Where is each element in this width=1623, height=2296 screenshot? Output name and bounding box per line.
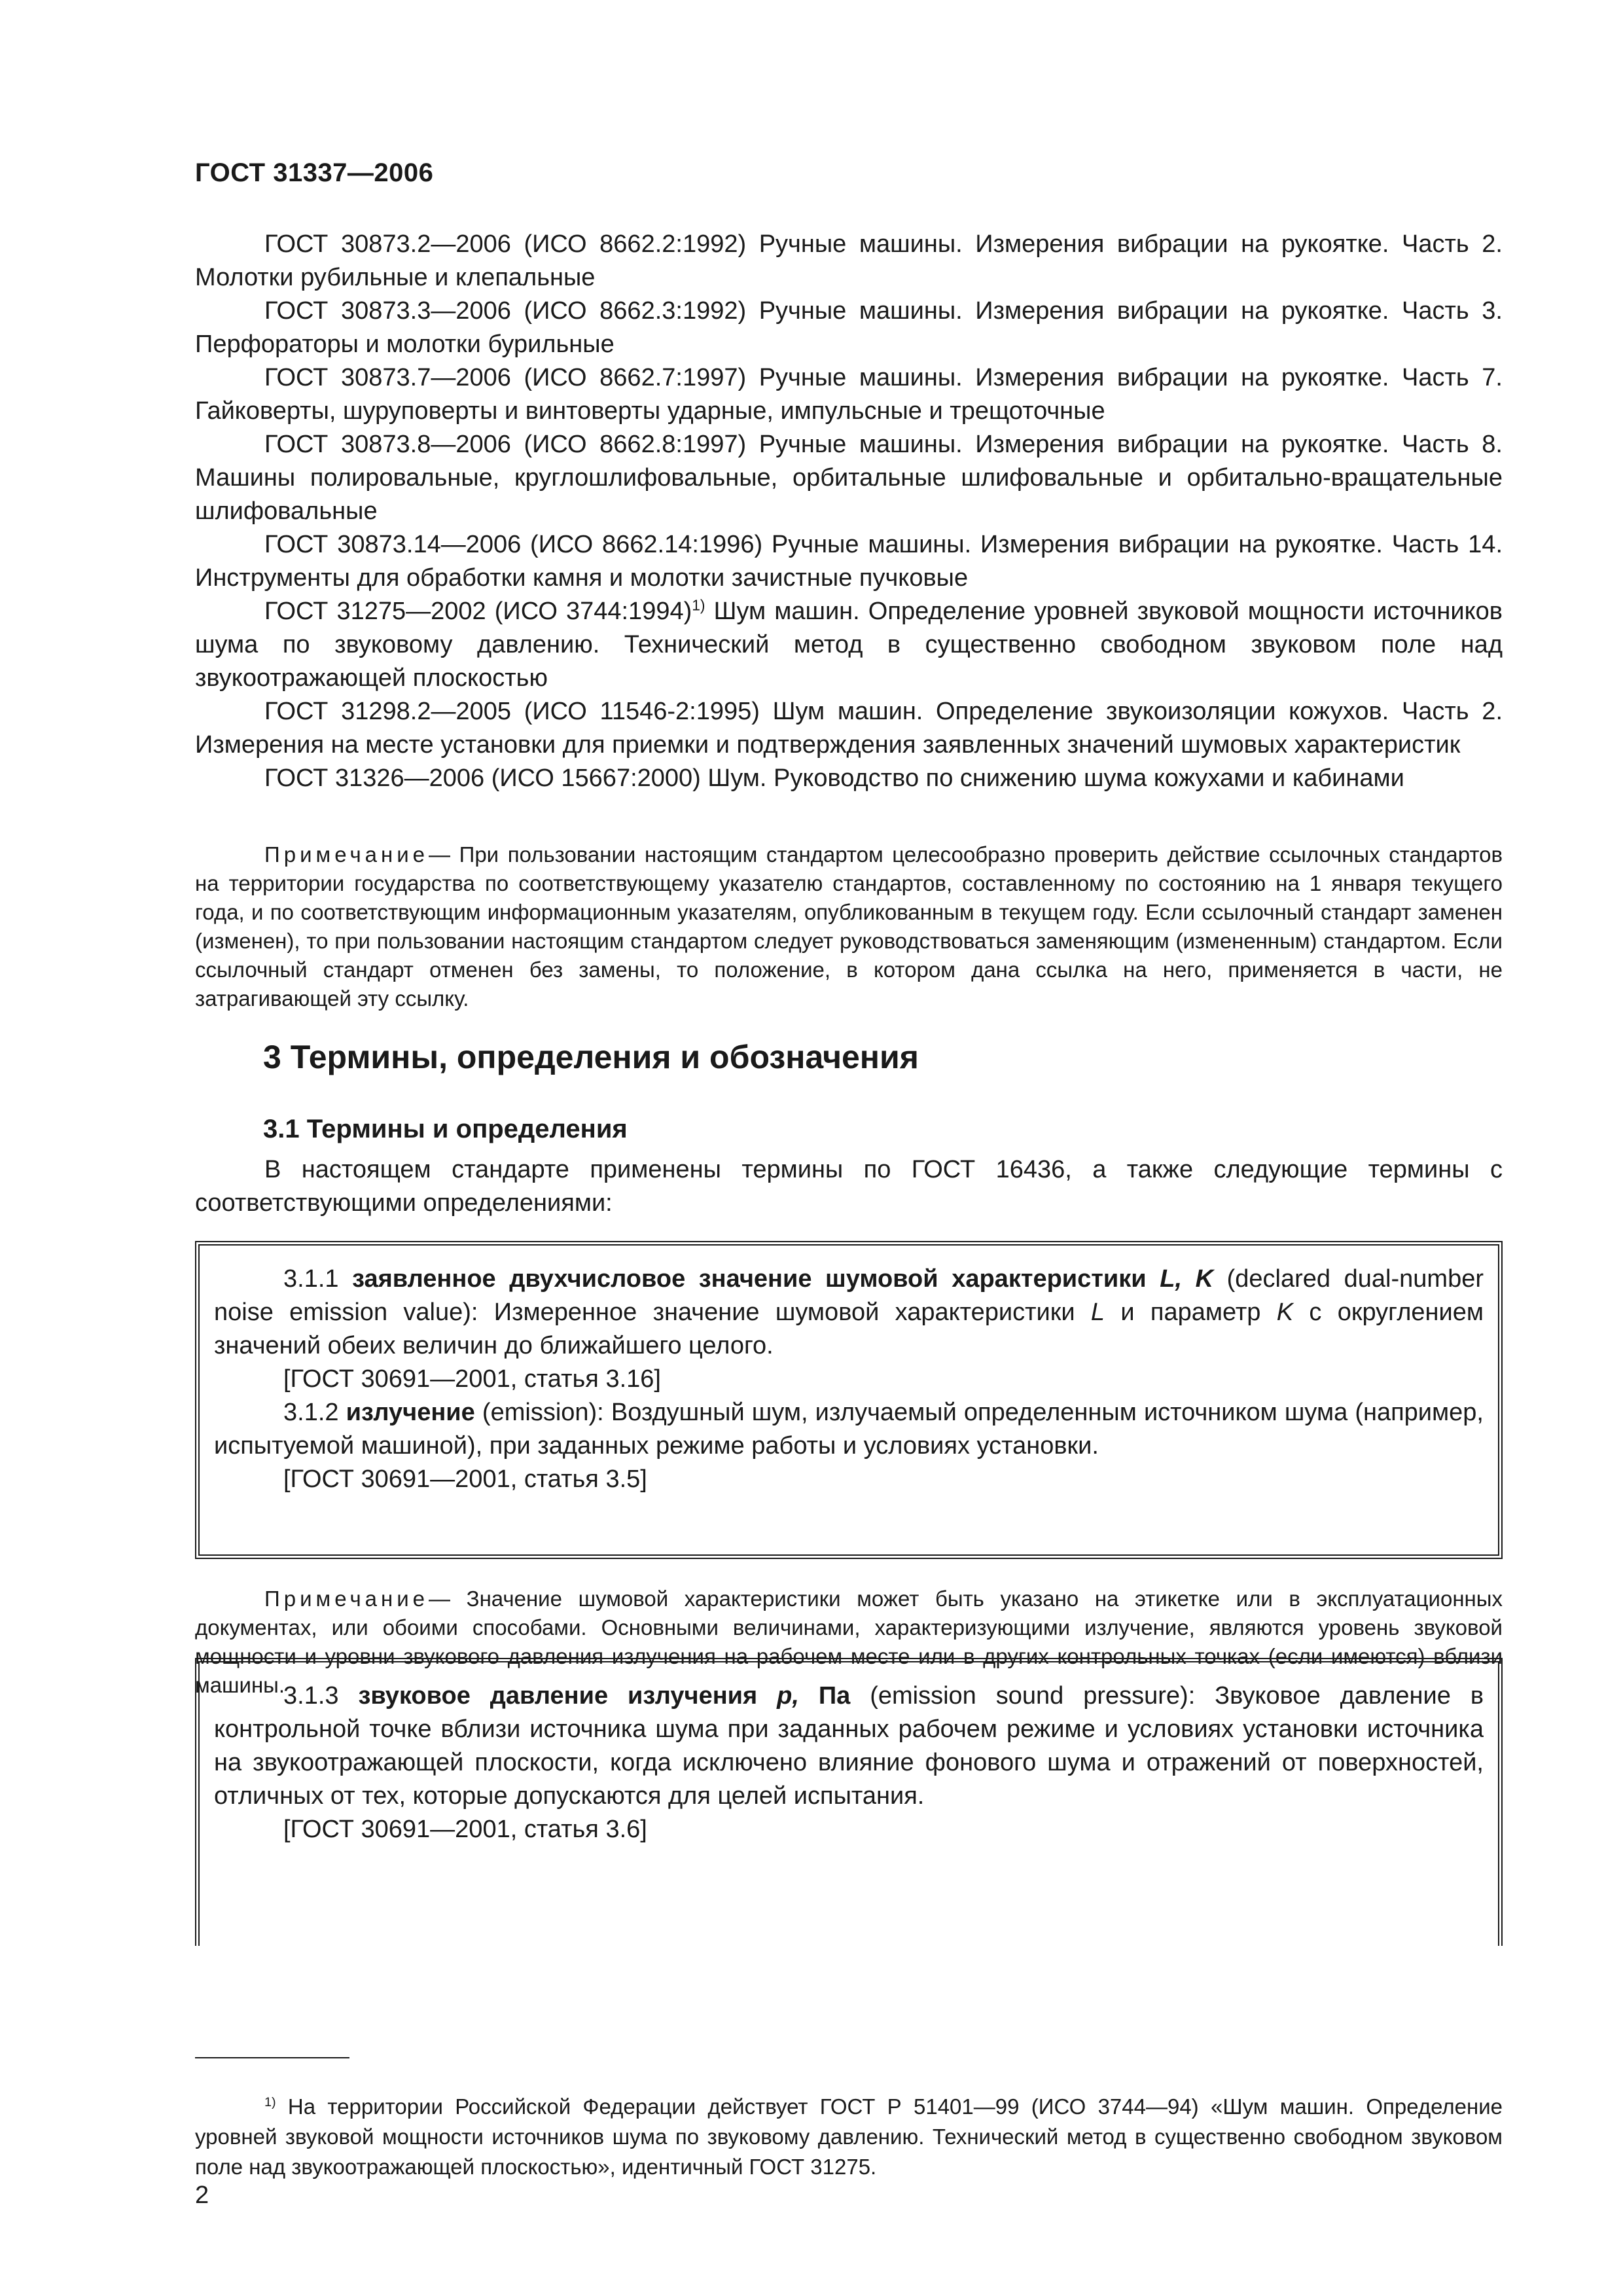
- reference-item-31275: ГОСТ 31275—2002 (ИСО 3744:1994)$^{1)}$ Шум машин. Определение уровней звуковой мощности источников шума по звуковому давлению. Технический метод в существенно свободном звуковом поле над звукоотражающей плоскостью: [195, 596, 1503, 692]
- footnote-marker[interactable]: 1): [692, 596, 705, 614]
- page-number: 2: [195, 2181, 209, 2209]
- term-3-1-1: 3.1.1 заявленное двухчисловое значение шумовой характеристики L, K (declared dual-number noise emission value): Измеренное значение шумовой характеристики L и параметр K с округлением значений обеих величин до ближайшего целого.: [214, 1265, 1484, 1359]
- term-name: звуковое давление излучения: [358, 1682, 777, 1710]
- definitions-box: [195, 1658, 1503, 1946]
- footnote-marker: 1): [264, 2095, 276, 2109]
- term-3-1-2: 3.1.2 излучение (emission): Воздушный шум, излучаемый определенным источником шума (например, испытуемой машиной), при заданных режиме работы и условиях установки.: [214, 1399, 1484, 1460]
- reference-item: ГОСТ 30873.2—2006 (ИСО 8662.2:1992) Ручные машины. Измерения вибрации на рукоятке. Часть 2. Молотки рубильные и клепальные: [195, 230, 1503, 291]
- intro-paragraph: В настоящем стандарте применены термины по ГОСТ 16436, а также следующие термины с соответствующими определениями:: [195, 1156, 1503, 1217]
- section-title: 3 Термины, определения и обозначения: [263, 1039, 919, 1075]
- footnote: $^{1)}$ На территории Российской Федерации действует ГОСТ Р 51401—99 (ИСО 3744—94) «Шум машин. Определение уровней звуковой мощности источников шума по звуковому давлению. Технический метод в существенно свободном звуковом поле над звукоотражающей плоскостью», идентичный ГОСТ 31275.: [195, 2094, 1503, 2179]
- term-name: заявленное двухчисловое значение шумовой характеристики: [352, 1265, 1160, 1293]
- reference-item: ГОСТ 31298.2—2005 (ИСО 11546-2:1995) Шум машин. Определение звукоизоляции кожухов. Часть 2. Измерения на месте установки для приемки и подтверждения заявленных значений шумовых характеристик: [195, 698, 1503, 759]
- note-paragraph: Примечание— Значение шумовой характеристики может быть указано на этикетке или в эксплуатационных документах, или обоими способами. Основными величинами, характеризующими излучение, являются уровень звуковой мощности и уровни звукового давления излучения на рабочем месте или в других контрольных точках (если имеются) вблизи машины.: [195, 1587, 1503, 1697]
- term-name: излучение: [346, 1399, 475, 1426]
- term-3-1-3: 3.1.3 звуковое давление излучения p, Па (emission sound pressure): Звуковое давление в контрольной точке вблизи источника шума при заданных рабочем режиме и условиях установки источника на звукоотражающей плоскости, когда исключено влияние фонового шума и отражений от поверхностей, отличных от тех, которые допускаются для целей испытания.: [214, 1682, 1484, 1810]
- note-paragraph: Примечание— При пользовании настоящим стандартом целесообразно проверить действие ссылочных стандартов на территории государства по соответствующему указателю стандартов, составленному по состоянию на 1 января текущего года, и по соответствующим информационным указателям, опубликованным в текущем году. Если ссылочный стандарт заменен (изменен), то при пользовании настоящим стандартом следует руководствоваться заменяющим (измененным) стандартом. Если ссылочный стандарт отменен без замены, то положение, в котором дана ссылка на него, применяется в части, не затрагивающей эту ссылку.: [195, 842, 1503, 1011]
- term-source: [ГОСТ 30691—2001, статья 3.6]: [283, 1816, 647, 1843]
- reference-item: ГОСТ 30873.3—2006 (ИСО 8662.3:1992) Ручные машины. Измерения вибрации на рукоятке. Часть 3. Перфораторы и молотки бурильные: [195, 297, 1503, 358]
- term-source: [ГОСТ 30691—2001, статья 3.16]: [283, 1365, 661, 1393]
- reference-item: ГОСТ 30873.8—2006 (ИСО 8662.8:1997) Ручные машины. Измерения вибрации на рукоятке. Часть 8. Машины полировальные, круглошлифовальные, орбитальные шлифовальные и орбитально-вращательные шлифовальные: [195, 431, 1503, 525]
- reference-item: ГОСТ 31326—2006 (ИСО 15667:2000) Шум. Руководство по снижению шума кожухами и кабинами: [264, 764, 1404, 792]
- reference-item: ГОСТ 30873.7—2006 (ИСО 8662.7:1997) Ручные машины. Измерения вибрации на рукоятке. Часть 7. Гайковерты, шуруповерты и винтоверты ударные, импульсные и трещоточные: [195, 364, 1503, 425]
- definitions-box: [195, 1241, 1503, 1559]
- footnote-separator: [195, 2057, 349, 2058]
- reference-item: ГОСТ 30873.14—2006 (ИСО 8662.14:1996) Ручные машины. Измерения вибрации на рукоятке. Часть 14. Инструменты для обработки камня и молотки зачистные пучковые: [195, 531, 1503, 592]
- document-header: ГОСТ 31337—2006: [195, 158, 434, 187]
- note-label: Примечание: [264, 842, 429, 867]
- term-source: [ГОСТ 30691—2001, статья 3.5]: [283, 1465, 647, 1493]
- references-list: [195, 228, 1503, 795]
- note-label: Примечание: [264, 1587, 429, 1611]
- subsection-title: 3.1 Термины и определения: [263, 1115, 628, 1143]
